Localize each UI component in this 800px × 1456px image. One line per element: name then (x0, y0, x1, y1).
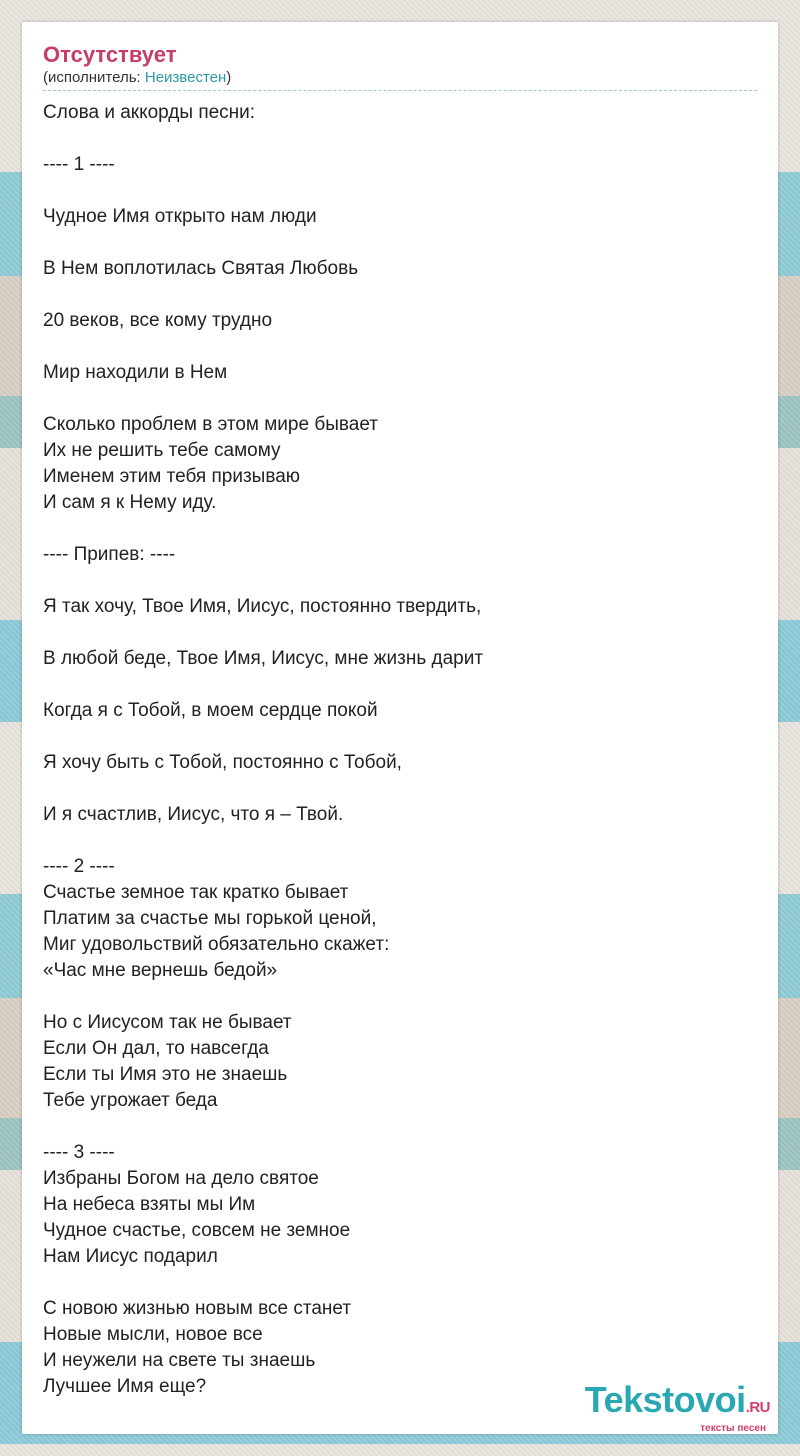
lyric-line (43, 282, 757, 308)
logo-tld: .RU (745, 1399, 770, 1416)
lyric-line: Когда я с Тобой, в моем сердце покой (43, 700, 378, 721)
song-title: Отсутствует (43, 42, 177, 67)
artist-line (43, 68, 757, 91)
lyric-line: И сам я к Нему иду. (43, 492, 217, 513)
lyric-line: Миг удовольствий обязательно скажет: (43, 934, 390, 955)
lyric-line: На небеса взяты мы Им (43, 1194, 256, 1215)
lyric-line: И я счастлив, Иисус, что я – Твой. (43, 804, 344, 825)
lyric-line: И неужели на свете ты знаешь (43, 1350, 316, 1371)
lyric-line (43, 334, 757, 360)
artist-link[interactable]: Неизвестен (144, 69, 227, 86)
lyric-line: Новые мысли, новое все (43, 1324, 263, 1345)
lyric-line: ---- 3 ---- (43, 1142, 115, 1163)
lyric-line: Платим за счастье мы горькой ценой, (43, 908, 377, 929)
lyric-line: Если ты Имя это не знаешь (43, 1064, 288, 1085)
site-logo[interactable] (584, 1379, 770, 1434)
lyric-line: Я хочу быть с Тобой, постоянно с Тобой, (43, 752, 402, 773)
lyric-line: Тебе угрожает беда (43, 1090, 218, 1111)
lyric-line (43, 386, 757, 412)
lyric-line: Но с Иисусом так не бывает (43, 1012, 292, 1033)
lyric-line: Сколько проблем в этом мире бывает (43, 414, 378, 435)
lyric-line (43, 1270, 757, 1296)
lyric-line: Чудное счастье, совсем не земное (43, 1220, 351, 1241)
lyric-line: С новою жизнью новым все станет (43, 1298, 352, 1319)
artist-suffix: ) (226, 69, 232, 86)
lyric-line: Слова и аккорды песни: (43, 102, 256, 123)
lyric-line: Нам Иисус подарил (43, 1246, 218, 1267)
lyric-line: Их не решить тебе самому (43, 440, 281, 461)
lyric-line: «Час мне вернешь бедой» (43, 960, 278, 981)
lyric-line: Именем этим тебя призываю (43, 466, 301, 487)
lyric-line: Если Он дал, то навсегда (43, 1038, 269, 1059)
lyric-line (43, 620, 757, 646)
lyric-line: В Нем воплотилась Святая Любовь (43, 258, 359, 279)
artist-prefix: (исполнитель: (43, 69, 145, 86)
lyric-line: Чудное Имя открыто нам люди (43, 206, 317, 227)
logo-name: Tekstovoi (584, 1379, 746, 1420)
lyric-line (43, 230, 757, 256)
lyric-line: Мир находили в Нем (43, 362, 228, 383)
lyrics-card (22, 22, 778, 1434)
lyric-line: ---- 1 ---- (43, 154, 115, 175)
lyric-line: В любой беде, Твое Имя, Иисус, мне жизнь дарит (43, 648, 484, 669)
lyric-line: Я так хочу, Твое Имя, Иисус, постоянно твердить, (43, 596, 482, 617)
logo-wordmark (584, 1379, 770, 1426)
lyric-line: Счастье земное так кратко бывает (43, 882, 349, 903)
lyric-line (43, 828, 757, 854)
lyric-line (43, 776, 757, 802)
lyric-line (43, 516, 757, 542)
lyric-line (43, 178, 757, 204)
lyric-line: ---- Припев: ---- (43, 544, 176, 565)
lyrics-text (43, 100, 757, 1400)
lyric-line: 20 веков, все кому трудно (43, 310, 273, 331)
lyric-line: Лучшее Имя еще? (43, 1376, 207, 1397)
lyric-line (43, 1114, 757, 1140)
lyric-line (43, 724, 757, 750)
lyric-line (43, 126, 757, 152)
lyric-line: Избраны Богом на дело святое (43, 1168, 319, 1189)
lyric-line (43, 672, 757, 698)
lyric-line (43, 568, 757, 594)
lyric-line: ---- 2 ---- (43, 856, 115, 877)
lyric-line (43, 984, 757, 1010)
logo-tagline: тексты песен (700, 1423, 766, 1434)
